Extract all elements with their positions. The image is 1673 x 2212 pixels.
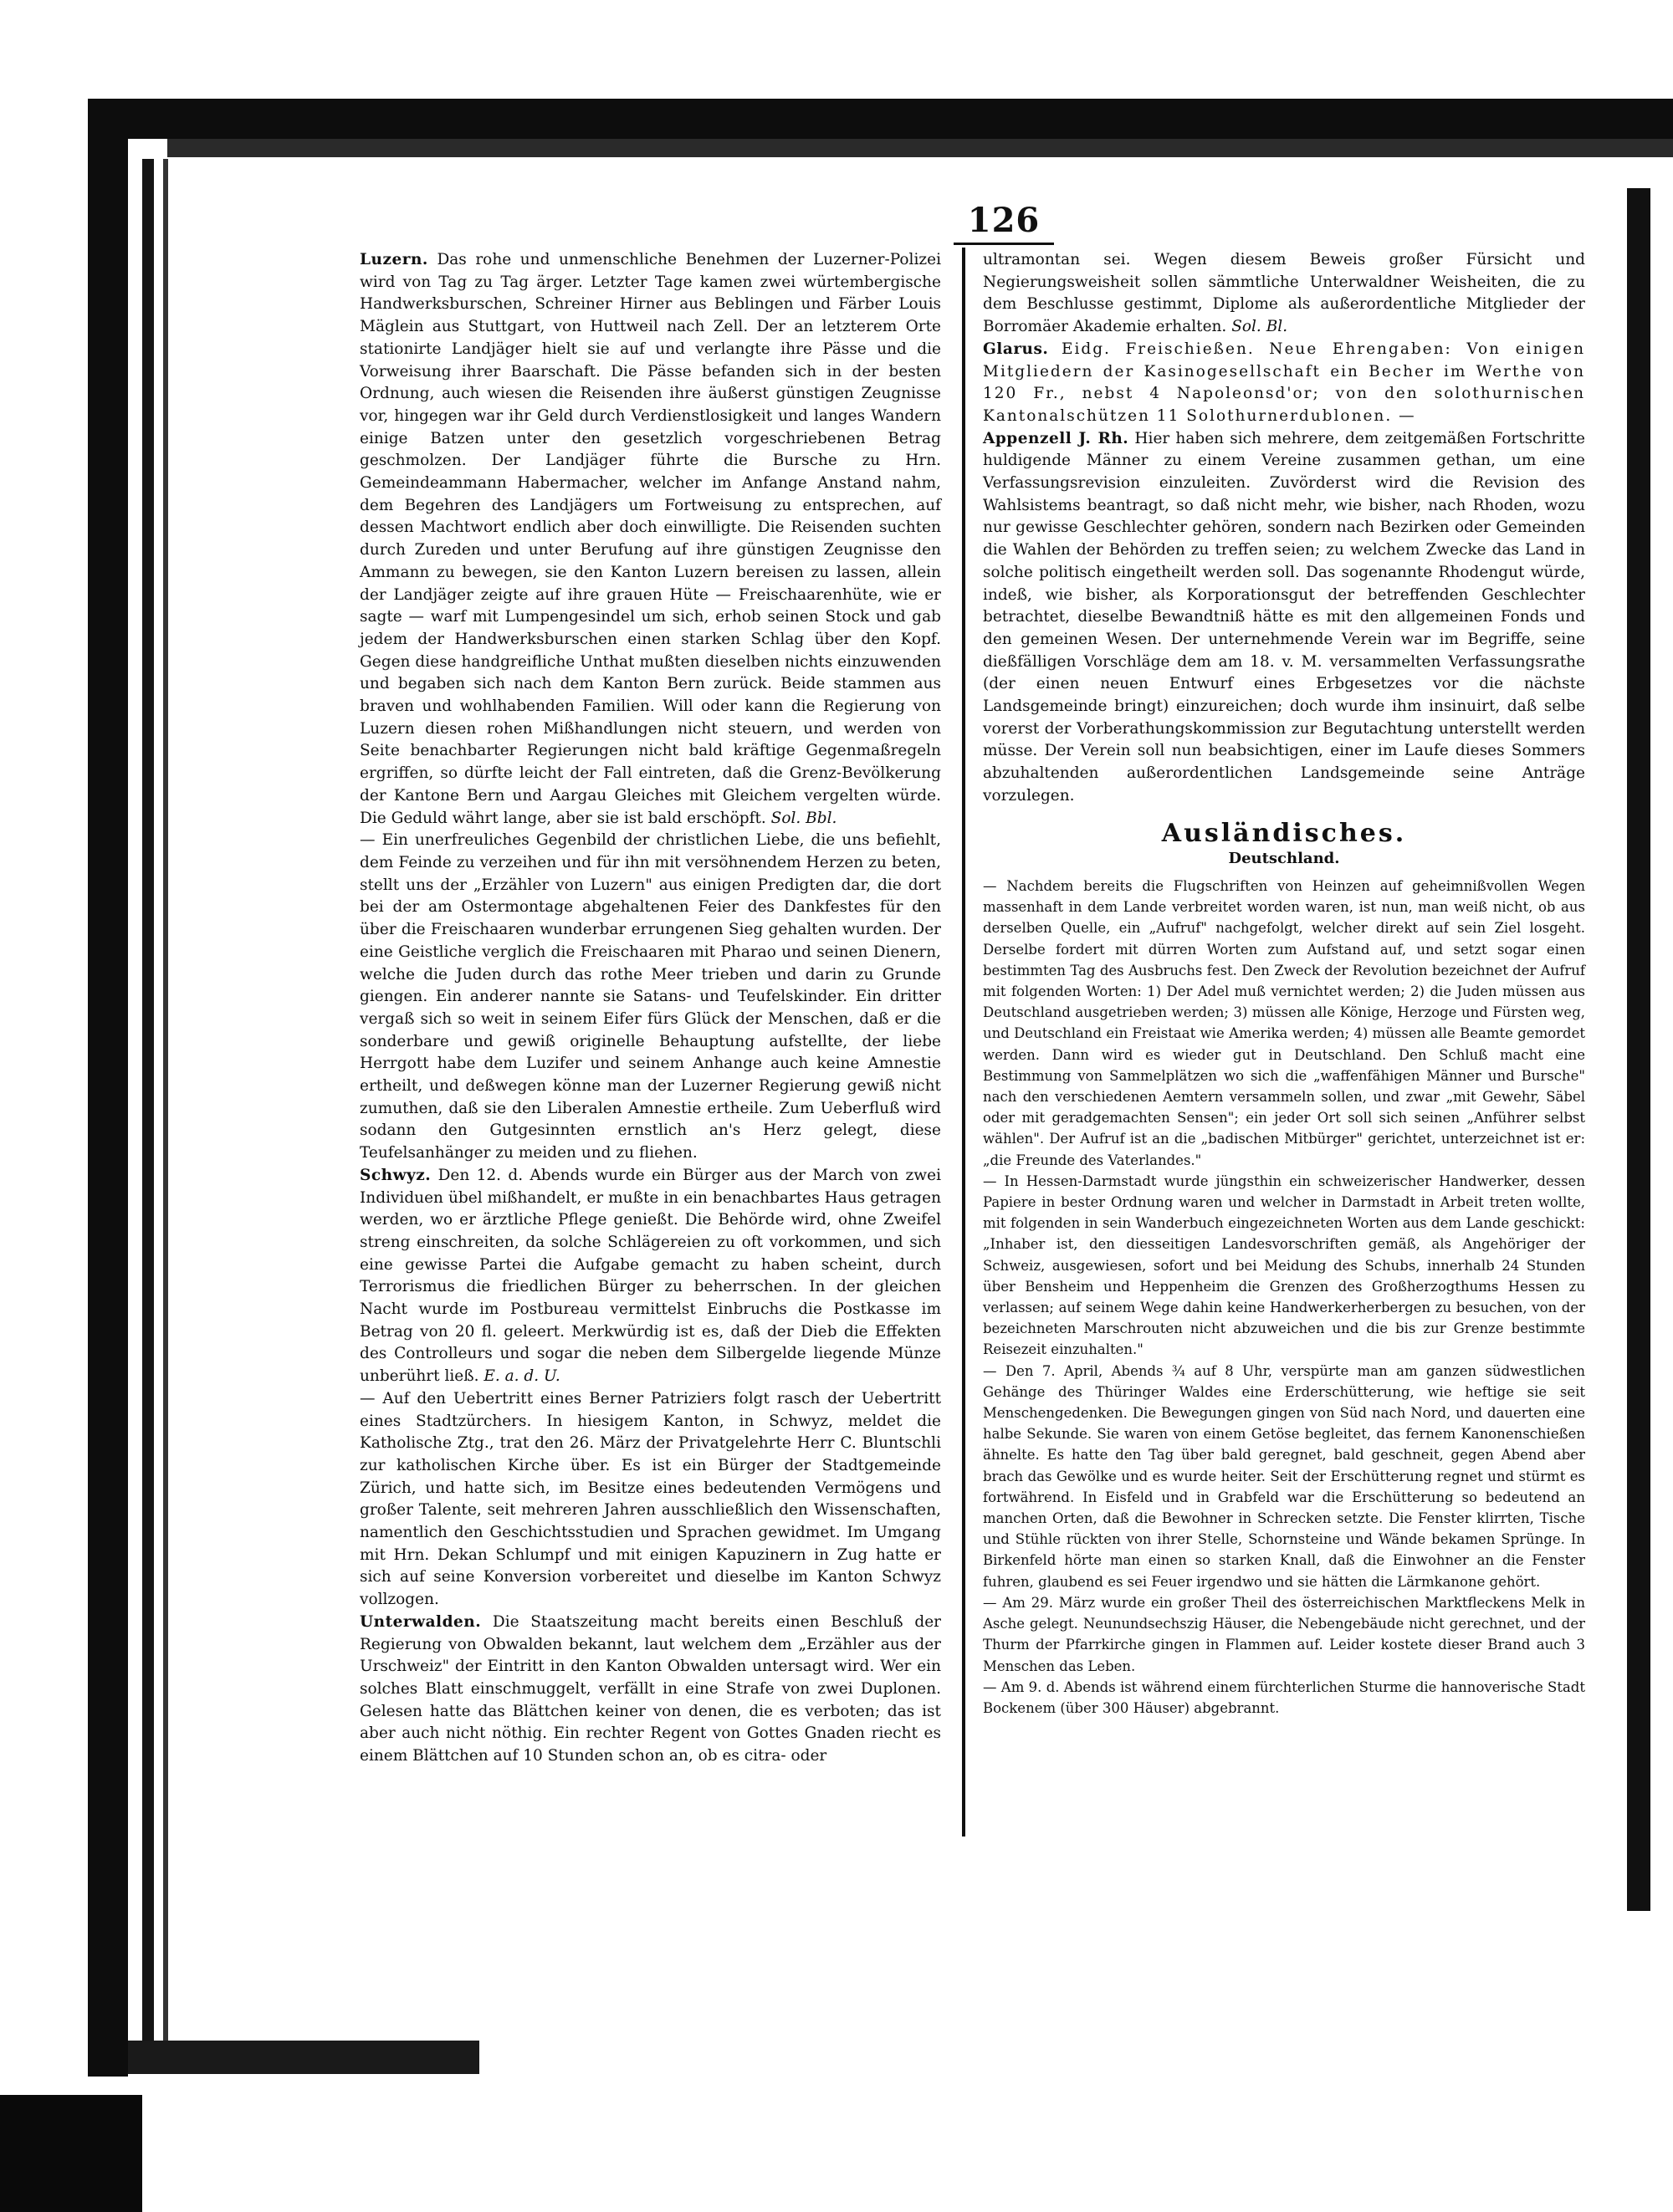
article-schwyz-2: [360, 1388, 941, 1612]
book-spine-edge-inner: [163, 159, 168, 2066]
article-source: Sol. Bbl.: [770, 809, 837, 827]
article-glarus: [983, 339, 1585, 428]
article-text: Die Staatszeitung macht bereits einen Beschluß der Regierung von Obwalden bekannt, laut welchem dem „Erzähler aus der Urschweiz" der Eintritt in den Kanton Obwalden untersagt wird. Wer ein solches Blatt einschmuggelt, verfällt in eine Strafe von zwei Duplonen. Gelesen hatte das Blättchen keiner von denen, die es verboten; das ist aber auch nicht nöthig. Ein rechter Regent von Gottes Gnaden riecht es einem Blättchen auf 10 Stunden schon an, ob es citra- oder: [360, 1612, 941, 1765]
article-unterwalden: [360, 1612, 941, 1768]
news-item: — Nachdem bereits die Flugschriften von Heinzen auf geheimnißvollen Wegen massenhaft in dem Lande verbreitet worden waren, ist nun, man weiß nicht, ob aus derselben Quelle, ein „Aufruf" nachgefolgt, welcher direkt auf sein Ziel losgeht. Derselbe fordert mit dürren Worten zum Aufstand auf, und setzt sogar einen bestimmten Tag des Ausbruchs fest. Den Zweck der Revolution bezeichnet der Aufruf mit folgenden Worten: 1) Der Adel muß vernichtet werden; 2) die Juden müssen aus Deutschland ausgetrieben werden; 3) müssen alle Könige, Herzoge und Fürsten weg, und Deutschland ein Freistaat wie Amerika werden; 4) müssen alle Beamte gemordet werden. Dann wird es wieder gut in Deutschland. Den Schluß macht eine Bestimmung von Sammelplätzen wo sich die „waffenfähigen Männer und Bursche" nach den verschiedenen Aemtern versammeln sollen, und zwar „mit Gewehr, Säbel oder mit geradgemachten Sensen"; ein jeder Ort soll sich seinen „Anführer selbst wählen". Der Aufruf ist an die „badischen Mitbürger" gerichtet, unterzeichnet ist er: „die Freunde des Vaterlandes.": [983, 877, 1585, 1168]
article-text: Das rohe und unmenschliche Benehmen der Luzerner-Polizei wird von Tag zu Tag ärger. Letzter Tage kamen zwei würtembergische Handwerksburschen, Schreiner Hirner aus Beblingen und Färber Louis Mäglein aus Stuttgart, von Huttweil nach Zell. Der an letzterem Orte stationirte Landjäger hielt sie auf und verlangte ihre Pässe und die Vorweisung ihrer Baarschaft. Die Pässe befanden sich in der besten Ordnung, auch wiesen die Reisenden ihre äußerst günstigen Zeugnisse vor, hingegen war ihr Geld durch Verdienstlosigkeit und langes Wandern einige Batzen unter den gesetzlich vorgeschriebenen Betrag geschmolzen. Der Landjäger führte die Bursche zu Hrn. Gemeindeammann Habermacher, welcher im Anfange Anstand nahm, dem Begehren des Landjägers um Fortweisung zu entsprechen, auf dessen Machtwort endlich aber doch einwilligte. Die Reisenden suchten durch Zureden und unter Berufung auf ihre günstigen Zeugnisse den Ammann zu bewegen, sie den Kanton Luzern bereisen zu lassen, allein der Landjäger zeigte auf ihre grauen Hüte — Freischaarenhüte, wie er sagte — warf mit Lumpengesindel um sich, erhob seinen Stock und gab jedem der Handwerksburschen einen starken Schlag über den Kopf. Gegen diese handgreifliche Unthat mußten dieselben nichts einzuwenden und begaben sich nach dem Kanton Bern zurück. Beide stammen aus braven und wohlhabenden Familien. Will oder kann die Regierung von Luzern diesen rohen Mißhandlungen nicht steuern, und werden von Seite benachbarter Regierungen nicht bald kräftige Gegenmaßregeln ergriffen, so dürfte leicht der Fall eintreten, daß die Grenz-Bevölkerung der Kantone Bern und Aargau Gleiches mit Gleichem vergelten würde. Die Geduld währt lange, aber sie ist bald erschöpft.: [360, 251, 941, 827]
news-item: — In Hessen-Darmstadt wurde jüngsthin ein schweizerischer Handwerker, dessen Papiere in bester Ordnung waren und welcher in Darmstadt in Arbeit treten wollte, mit folgenden in sein Wanderbuch eingezeichneten Worten aus dem Lande geschickt: „Inhaber ist, den diesseitigen Landesvorschriften gemäß, als Angehöriger der Schweiz, ausgewiesen, sofort und bei Meidung des Schubs, innerhalb 24 Stunden über Bensheim und Heppenheim die Grenzen des Großherzogthums Hessen zu verlassen; auf seinem Wege dahin keine Handwerkerherbergen zu besuchen, von der bezeichneten Marschrouten nicht abzuweichen und die bis zur Grenze bestimmte Reisezeit einzuhalten.": [983, 1172, 1585, 1358]
article-place: Luzern.: [360, 251, 428, 268]
column-divider: [962, 248, 965, 1837]
newspaper-page: [360, 201, 1627, 2024]
article-luzern-2: [360, 830, 941, 1165]
article-source: Sol. Bl.: [1231, 318, 1288, 336]
scan-border-left: [88, 99, 128, 2077]
article-text: Den 12. d. Abends wurde ein Bürger aus der March von zwei Individuen übel mißhandelt, er mußte in ein benachbartes Haus getragen werden, wo er ärztliche Pflege genießt. Die Behörde wird, ohne Zweifel streng einschreiten, da solche Schlägereien zu oft vorkommen, und sich eine gewisse Partei die Aufgabe gemacht zu haben scheint, durch Terrorismus die friedlichen Bürger zu beherrschen. In der gleichen Nacht wurde im Postbureau vermittelst Einbruchs die Postkasse im Betrag von 20 fl. geleert. Merkwürdig ist es, daß der Dieb die Effekten des Controlleurs und sogar die neben dem Silbergelde liegende Münze unberührt ließ.: [360, 1166, 941, 1386]
article-place: Schwyz.: [360, 1166, 432, 1184]
article-text: — Auf den Uebertritt eines Berner Patriziers folgt rasch der Uebertritt eines Stadtzürchers. In hiesigem Kanton, in Schwyz, meldet die Katholische Ztg., trat den 26. März der Privatgelehrte Herr C. Bluntschli zur katholischen Kirche über. Es ist ein Bürger der Stadtgemeinde Zürich, und hatte sich, im Besitze eines bedeutenden Vermögens und großer Talente, seit mehreren Jahren ausschließlich den Wissenschaften, namentlich den Geschichtsstudien und Sprachen gewidmet. Im Umgang mit Hrn. Dekan Schlumpf und mit einigen Kapuzinern in Zug hatte er sich auf seine Konversion vorbereitet und dieselbe im Kanton Schwyz vollzogen.: [360, 1389, 941, 1609]
news-item: — Den 7. April, Abends ¾ auf 8 Uhr, verspürte man am ganzen südwestlichen Gehänge des Thüringer Waldes eine Erderschütterung, wie heftige sie seit Menschengedenken. Die Bewegungen gingen von Süd nach Nord, und dauerten eine halbe Sekunde. Sie waren von einem Getöse begleitet, das fernem Kanonenschießen ähnelte. Es hatte den Tag über bald geregnet, bald geschneit, gegen Abend aber brach das Gewölke und es wurde heiter. Seit der Erschütterung regnet und stürmt es fortwährend. In Eisfeld und in Grabfeld war die Erschütterung so bedeutend an manchen Orten, daß die Bewohner in Schrecken setzte. Die Fenster klirrten, Tische und Stühle rückten von ihrer Stelle, Schornsteine und Wände bekamen Sprünge. In Birkenfeld hörte man einen so starken Knall, daß die Einwohner an die Fenster fuhren, glaubend es sei Feuer irgendwo und sie hätten die Lärmkanone gehört.: [983, 1362, 1585, 1590]
article-unterwalden-cont: [983, 249, 1585, 339]
article-place: Unterwalden.: [360, 1612, 482, 1631]
article-place: Glarus.: [983, 340, 1049, 358]
article-text: Eidg. Freischießen. Neue Ehrengaben: Von einigen Mitgliedern der Kasinogesellschaft ein Becher im Werthe von 120 Fr., nebst 4 Napoleonsd'or; von den solothurnischen Kantonalschützen 11 Solothurnerdublonen. —: [983, 340, 1585, 425]
news-item: — Am 9. d. Abends ist während einem fürchterlichen Sturme die hannoverische Stadt Bockenem (über 300 Häuser) abgebrannt.: [983, 1678, 1585, 1716]
article-text: Hier haben sich mehrere, dem zeitgemäßen Fortschritte huldigende Männer zu einem Vereine zusammen gethan, um eine Verfassungsrevision einzuleiten. Zuvörderst wird die Revision des Wahlsistems beantragt, so daß nicht mehr, wie bisher, nach Rhoden, wozu nur gewisse Geschlechter gehören, sondern nach Bezirken oder Gemeinden die Wahlen der Behörden zu treffen seien; zu welchem Zwecke das Land in solche politisch eingetheilt werden soll. Das sogenannte Rhodengut würde, indeß, wie bisher, als Korporationsgut der betreffenden Geschlechter betrachtet, dieselbe Bewandtniß hätte es mit den allgemeinen Fonds und den gemeinen Wesen. Der unternehmende Verein war im Begriffe, seine dießfälligen Vorschläge dem am 18. v. M. versammelten Verfassungsrathe (der einen neuen Entwurf eines Erbgesetzes vor die nächste Landsgemeinde bringt) einzureichen; doch wurde ihm insinuirt, daß selbe vorerst der Vorberathungskommission zur Begutachtung unterstellt werden müsse. Der Verein soll nun beabsichtigen, einer im Laufe dieses Sommers abzuhaltenden außerordentlichen Landsgemeinde seine Anträge vorzulegen.: [983, 429, 1585, 805]
article-schwyz-1: [360, 1165, 941, 1388]
page-number: 126: [954, 201, 1054, 240]
left-column: [360, 249, 941, 1768]
section-subtitle: Deutschland.: [1228, 850, 1340, 868]
book-spine-edge: [142, 159, 154, 2066]
article-appenzell: [983, 428, 1585, 808]
scan-border-bottom: [128, 2041, 479, 2074]
scan-border-right: [1627, 188, 1650, 1911]
section-title: Ausländisches.: [1161, 818, 1407, 848]
scan-corner-shadow: [0, 2095, 142, 2212]
foreign-news: [983, 876, 1585, 1719]
article-source: E. a. d. U.: [483, 1367, 560, 1386]
scan-border-top: [88, 99, 1673, 139]
right-column: [983, 249, 1585, 1719]
article-text: — Ein unerfreuliches Gegenbild der christlichen Liebe, die uns befiehlt, dem Feinde zu verzeihen und für ihn mit versöhnendem Herzen zu beten, stellt uns der „Erzähler von Luzern" aus einigen Predigten dar, die dort bei der am Ostermontage abgehaltenen Feier des Dankfestes für den über die Freischaaren wunderbar errungenen Sieg gehalten wurden. Der eine Geistliche verglich die Freischaaren mit Pharao und seinen Dienern, welche die Juden durch das rothe Meer trieben und darin zu Grunde giengen. Ein anderer nannte sie Satans- und Teufelskinder. Ein dritter vergaß sich so weit in seinem Eifer fürs Glück der Menschen, daß er die sonderbare und gewiß originelle Behauptung aufstellte, der liebe Herrgott habe dem Luzifer und seinem Anhange auch keine Amnestie ertheilt, und deßwegen könne man der Luzerner Regierung gewiß nicht zumuthen, daß sie den Liberalen Amnestie ertheile. Zum Ueberfluß wird sodann den Gutgesinnten ernstlich an's Herz gelegt, diese Teufelsanhänger zu meiden und zu fliehen.: [360, 831, 941, 1162]
scan-border-top-inner: [167, 139, 1673, 157]
article-luzern-1: [360, 249, 941, 830]
article-place: Appenzell J. Rh.: [983, 429, 1129, 447]
article-text: ultramontan sei. Wegen diesem Beweis großer Fürsicht und Negierungsweisheit sollen sämmtliche Unterwaldner Weisheiten, die zu dem Beschlusse gestimmt, Diplome als außerordentliche Mitglieder der Borromäer Akademie erhalten.: [983, 251, 1585, 336]
news-item: — Am 29. März wurde ein großer Theil des österreichischen Marktfleckens Melk in Asche gelegt. Neunundsechszig Häuser, die Nebengebäude nicht gerechnet, und der Thurm der Pfarrkirche gingen in Flammen auf. Leider kostete dieser Brand auch 3 Menschen das Leben.: [983, 1594, 1585, 1674]
